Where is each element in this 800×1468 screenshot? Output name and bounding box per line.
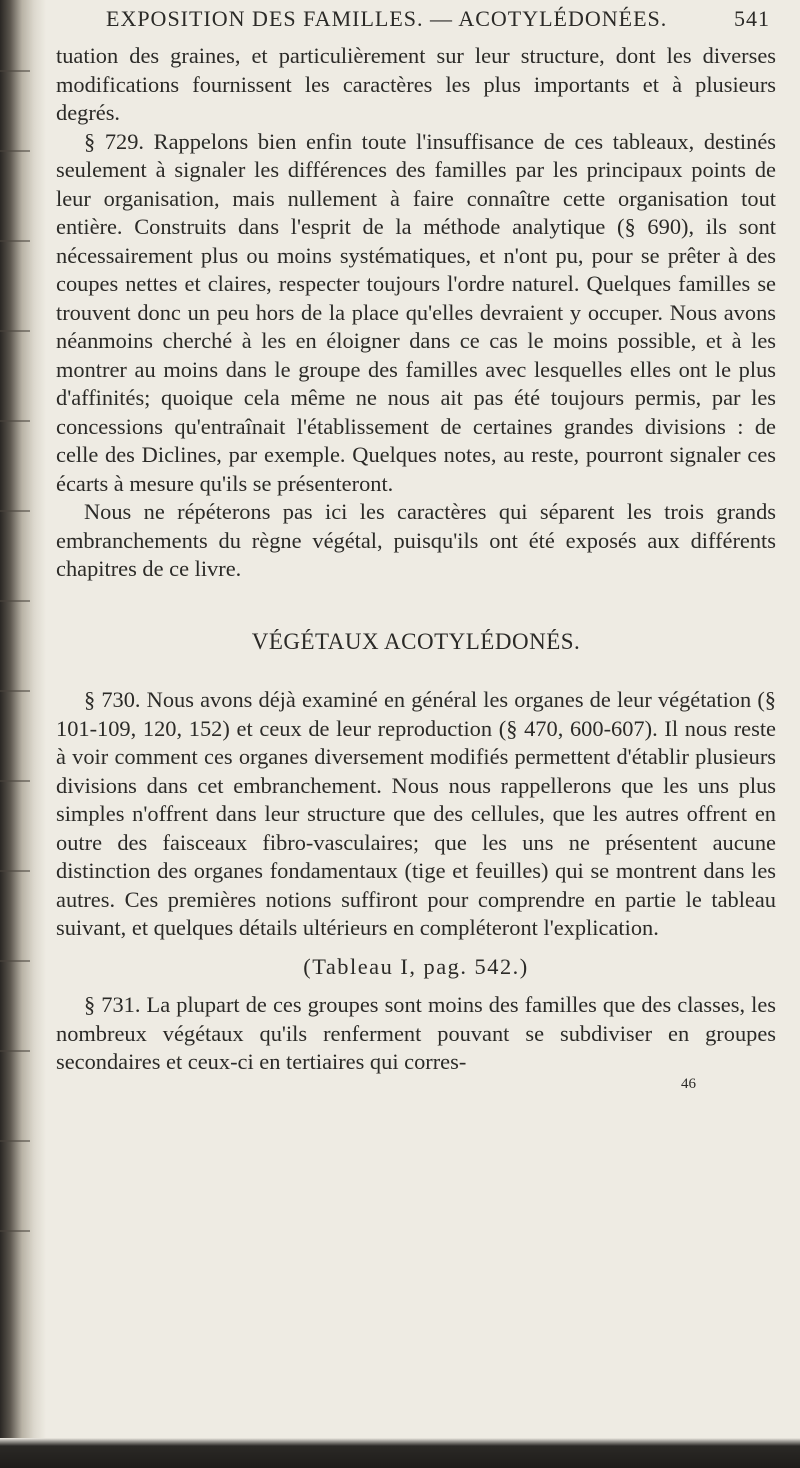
gutter-mark [0, 600, 30, 602]
paragraph: § 730. Nous avons déjà examiné en général les organes de leur végétation (§ 101-109, 120, 152) et ceux de leur reproduction (§ 470, 600-607). Il nous reste à voir comment ces organes diversement modifiés permettent d'établir plusieurs divisions dans cet embranchement. Nous nous rappellerons que les uns plus simples n'offrent dans leur structure que des cellules, que les autres offrent en outre des faisceaux fibro-vasculaires; que les uns ne présentent aucune distinction des organes fondamentaux (tige et feuilles) qui se montrent dans les autres. Ces premières notions suffiront pour comprendre en partie le tableau suivant, et quelques détails ultérieurs en compléteront l'explication. [56, 687, 776, 940]
gutter-mark [0, 330, 30, 332]
gutter-mark [0, 870, 30, 872]
paragraph: Nous ne répéterons pas ici les caractères qui séparent les trois grands embranchements du règne végétal, puisqu'ils ont été exposés aux différents chapitres de ce livre. [56, 499, 776, 581]
running-head [56, 6, 776, 38]
page-bottom-edge [0, 1438, 800, 1468]
gutter-mark [0, 70, 30, 72]
paragraph: § 731. La plupart de ces groupes sont moins des familles que des classes, les nombreux végétaux qu'ils renferment pouvant se subdiviser en groupes secondaires et ceux-ci en tertiaires qui corres- [56, 992, 776, 1074]
page-body [56, 42, 776, 1093]
gutter-mark [0, 510, 30, 512]
binding-gutter [0, 0, 46, 1468]
page-number: 541 [734, 6, 770, 31]
signature-mark: 46 [681, 1075, 696, 1092]
gutter-mark [0, 240, 30, 242]
running-title: EXPOSITION DES FAMILLES. — ACOTYLÉDONÉES. [106, 6, 668, 31]
gutter-mark [0, 690, 30, 692]
gutter-mark [0, 420, 30, 422]
table-reference: (Tableau I, pag. 542.) [303, 953, 529, 979]
gutter-mark [0, 1050, 30, 1052]
gutter-mark [0, 1230, 30, 1232]
gutter-mark [0, 960, 30, 962]
gutter-mark [0, 780, 30, 782]
paragraph: tuation des graines, et particulièrement sur leur structure, dont les diverses modifications fournissent les caractères les plus importants et à plusieurs degrés. [56, 43, 776, 125]
gutter-mark [0, 1140, 30, 1142]
section-heading: VÉGÉTAUX ACOTYLÉDONÉS. [251, 628, 581, 654]
paragraph: § 729. Rappelons bien enfin toute l'insuffisance de ces tableaux, destinés seulement à signaler les différences des familles par les principaux points de leur organisation, mais nullement à faire connaître cette organisation tout entière. Construits dans l'esprit de la méthode analytique (§ 690), ils sont nécessairement plus ou moins systématiques, et n'ont pu, pour se prêter à des coupes nettes et claires, respecter toujours l'ordre naturel. Quelques familles se trouvent donc un peu hors de la place qu'elles devraient y occuper. Nous avons néanmoins cherché à les en éloigner dans ce cas le moins possible, et à les montrer au moins dans le groupe des familles avec lesquelles elles ont le plus d'affinités; quoique cela même ne nous ait pas été toujours permis, par les concessions qu'entraînait l'établissement de certaines grandes divisions : de celle des Diclines, par exemple. Quelques notes, au reste, pourront signaler ces écarts à mesure qu'ils se présenteront. [56, 128, 776, 496]
gutter-mark [0, 150, 30, 152]
